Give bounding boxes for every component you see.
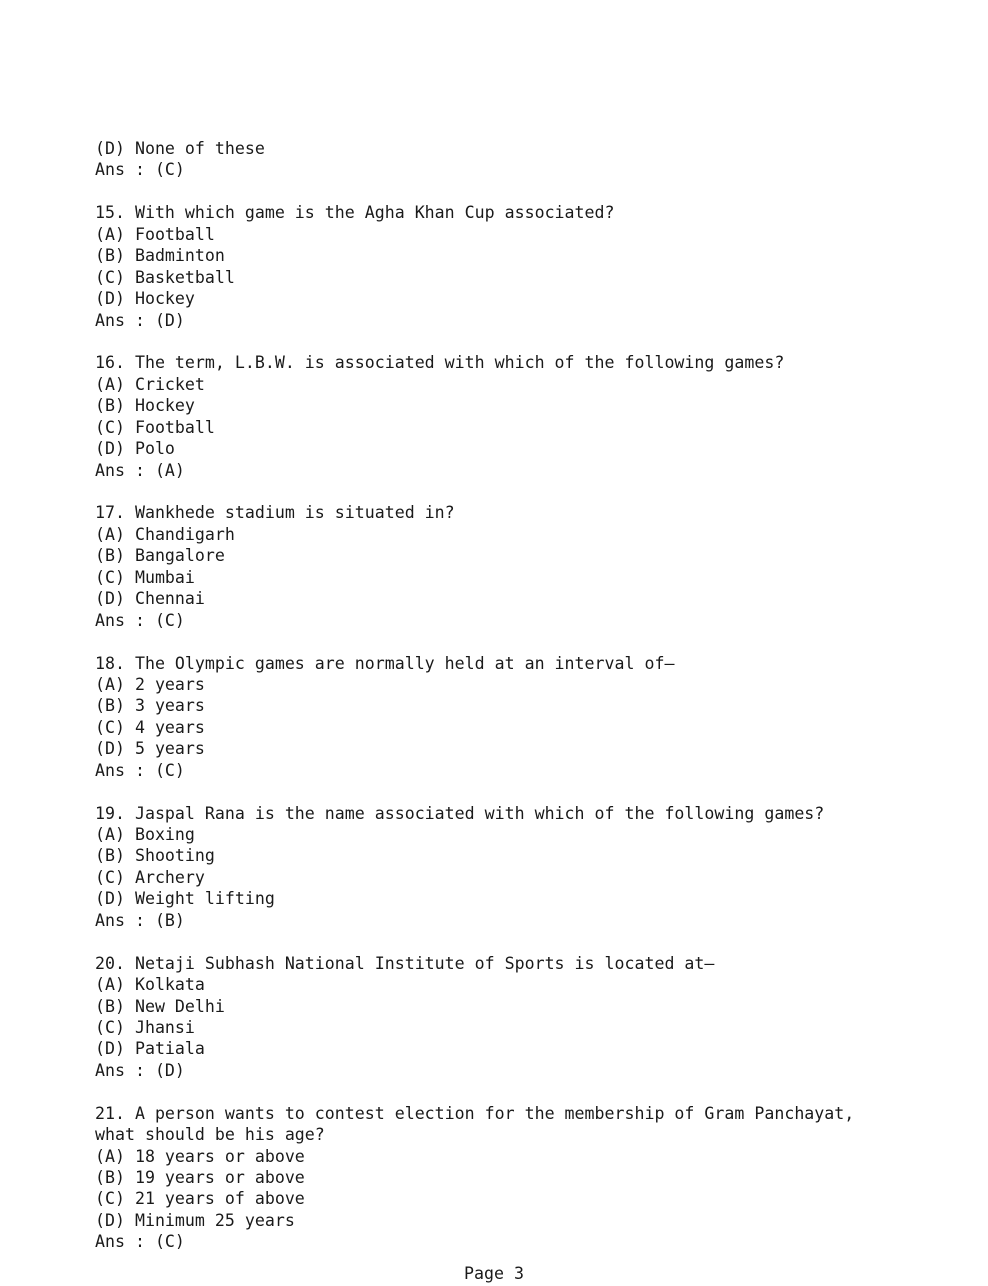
option-line: (D) Chennai (95, 589, 205, 609)
option-line: (B) 19 years or above (95, 1168, 305, 1187)
option-line: (D) Minimum 25 years (95, 1210, 295, 1230)
question-text: 20. Netaji Subhash National Institute of Sports is located at— (95, 953, 715, 973)
option-line: (C) Mumbai (95, 567, 195, 587)
question-text: 19. Jaspal Rana is the name associated with which of the following games? (95, 803, 825, 823)
question-list (95, 202, 955, 1252)
option-line: (D) Hockey (95, 289, 195, 309)
option-line: (D) None of these (95, 139, 265, 158)
document-body (95, 138, 955, 1253)
question-text: 18. The Olympic games are normally held at an interval of— (95, 653, 675, 673)
option-line: (C) 21 years of above (95, 1189, 305, 1209)
answer-line: Ans : (D) (95, 1060, 185, 1080)
option-line: (B) Hockey (95, 396, 195, 416)
option-line: (B) Shooting (95, 846, 215, 866)
question-text: what should be his age? (95, 1125, 325, 1145)
answer-line: Ans : (C) (95, 760, 185, 780)
answer-line: Ans : (A) (95, 460, 185, 480)
page-number: Page 3 (464, 1264, 524, 1283)
question-text: 15. With which game is the Agha Khan Cup associated? (95, 203, 615, 223)
option-line: (C) Jhansi (95, 1017, 195, 1037)
option-line: (C) Football (95, 417, 215, 437)
option-line: (C) Basketball (95, 267, 235, 287)
option-line: (A) Kolkata (95, 975, 205, 995)
option-line: (A) 2 years (95, 674, 205, 694)
blank-line (95, 331, 955, 352)
question-text: 17. Wankhede stadium is situated in? (95, 503, 455, 523)
answer-line: Ans : (C) (95, 1232, 185, 1252)
option-line: (C) Archery (95, 867, 205, 887)
option-line: (A) Chandigarh (95, 524, 235, 544)
option-line: (A) 18 years or above (95, 1146, 305, 1166)
option-line: (B) Badminton (95, 246, 225, 266)
question-text: 21. A person wants to contest election for the membership of Gram Panchayat, (95, 1103, 855, 1123)
option-line: (B) New Delhi (95, 996, 225, 1016)
blank-line (95, 481, 955, 502)
option-line: (A) Cricket (95, 374, 205, 394)
option-line: (D) 5 years (95, 739, 205, 759)
answer-line: Ans : (D) (95, 310, 185, 330)
question-block (95, 803, 955, 953)
blank-line (95, 1081, 955, 1102)
question-block (95, 202, 955, 352)
blank-line (95, 781, 955, 802)
option-line: (D) Weight lifting (95, 889, 275, 909)
option-line: (B) 3 years (95, 696, 205, 716)
question-block (95, 1103, 955, 1253)
option-line: (D) Polo (95, 439, 175, 459)
answer-line: Ans : (B) (95, 910, 185, 930)
question-block (95, 352, 955, 502)
blank-line (95, 931, 955, 952)
option-line: (B) Bangalore (95, 546, 225, 566)
option-line: (A) Boxing (95, 825, 195, 844)
option-line: (D) Patiala (95, 1039, 205, 1059)
option-line: (A) Football (95, 224, 215, 244)
question-block (95, 502, 955, 652)
question-text: 16. The term, L.B.W. is associated with which of the following games? (95, 353, 785, 373)
blank-line (95, 181, 955, 202)
question-block (95, 653, 955, 803)
question-block (95, 953, 955, 1103)
blank-line (95, 631, 955, 652)
option-line: (C) 4 years (95, 717, 205, 737)
answer-line: Ans : (C) (95, 610, 185, 630)
answer-line: Ans : (C) (95, 160, 185, 180)
